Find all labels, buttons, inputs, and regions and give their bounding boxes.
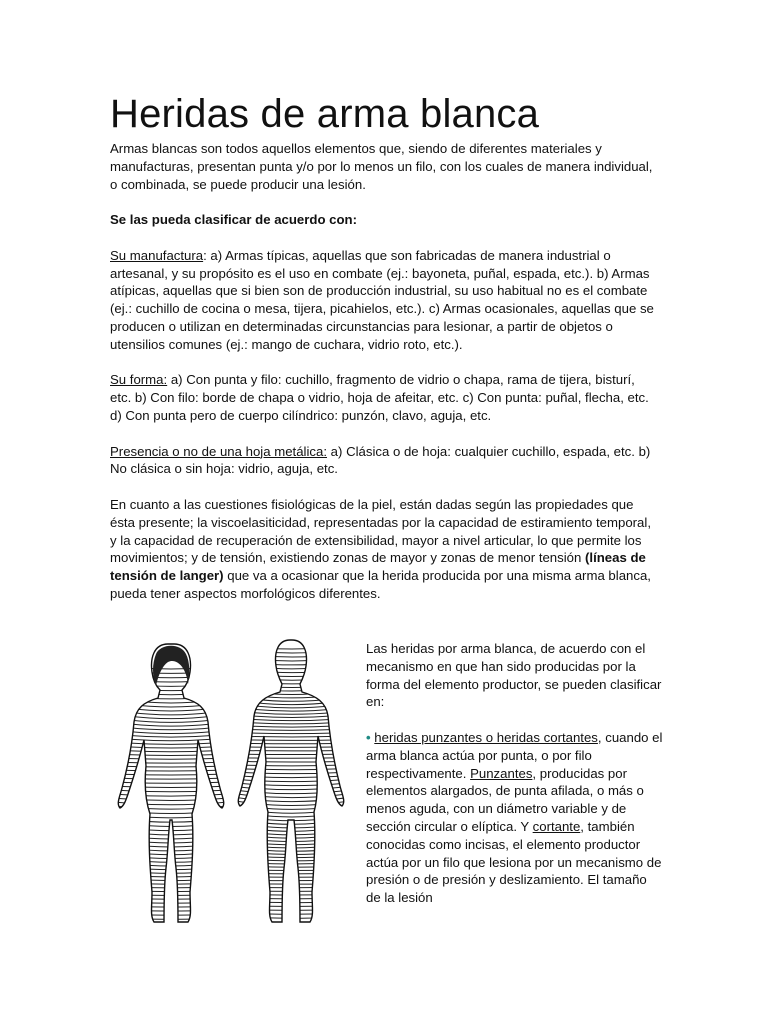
classify-heading: [110, 211, 658, 229]
langer-lines-figure: [106, 636, 356, 930]
bullet-icon: •: [366, 729, 371, 745]
forma-text: a) Con punta y filo: cuchillo, fragmento de vidrio o chapa, rama de tijera, bisturí, etc. b) Con filo: borde de chapa o vidrio, hoja de afeitar, etc. c) Con punta: puñal, flecha, etc. d) Con punta pero de cuerpo cilíndrico: punzón, clavo, aguja, etc.: [110, 372, 649, 423]
piel-paragraph: [110, 496, 658, 603]
contour-line: [234, 862, 350, 864]
contour-line: [234, 916, 350, 918]
contour-line: [234, 794, 350, 798]
contour-line: [114, 858, 228, 862]
front-hair: [153, 646, 189, 686]
contour-line: [114, 838, 228, 843]
contour-line: [114, 778, 228, 779]
contour-line: [234, 844, 350, 848]
contour-line: [234, 650, 350, 653]
contour-line: [234, 920, 350, 923]
cortante-term: cortante: [532, 818, 581, 834]
contour-line: [234, 909, 350, 911]
contour-line: [114, 774, 228, 775]
contour-line: [234, 855, 350, 858]
contour-line: [234, 826, 350, 831]
contour-line: [114, 878, 228, 881]
contour-line: [114, 874, 228, 877]
contour-line: [234, 722, 350, 724]
contour-line: [234, 718, 350, 721]
contour-line: [234, 686, 350, 691]
contour-line: [114, 866, 228, 870]
contour-line: [114, 898, 228, 899]
heridas-link: heridas punzantes o heridas cortantes: [374, 729, 598, 745]
contour-line: [234, 858, 350, 860]
contour-line: [114, 886, 228, 888]
contour-line: [234, 880, 350, 881]
side-text-1: , cuando el arma blanca actúa por punta, o por filo respectivamente.: [366, 729, 663, 781]
forma-label: Su forma:: [110, 372, 168, 388]
body-outlines-illustration: [106, 636, 356, 930]
langer-lines-bold: (líneas de tensión de langer): [110, 550, 646, 584]
contour-line: [234, 790, 350, 794]
contour-line: [114, 806, 228, 809]
contour-line: [234, 765, 350, 766]
piel-text-2: que va a ocasionar que la herida producida por una misma arma blanca, pueda tener aspectos morfológicos diferentes.: [110, 568, 651, 601]
contour-line: [114, 794, 228, 796]
contour-line: [114, 670, 228, 673]
contour-line: [234, 894, 350, 895]
contour-line: [114, 854, 228, 859]
contour-line: [234, 758, 350, 759]
manufactura-label: Su manufactura: [110, 247, 204, 263]
contour-line: [114, 814, 228, 818]
contour-line: [234, 729, 350, 731]
contour-line: [234, 876, 350, 877]
contour-line: [114, 846, 228, 851]
hoja-text: a) Clásica o de hoja: cualquier cuchillo, espada, etc. b) No clásica o sin hoja: vidrio, aguja, etc.: [110, 443, 651, 477]
contour-line: [234, 646, 350, 649]
contour-line: [234, 693, 350, 698]
contour-line: [234, 884, 350, 885]
contour-line: [234, 833, 350, 838]
intro-paragraph: Armas blancas son todos aquellos elementos que, siendo de diferentes materiales y manufacturas, presentan punta y/o por lo menos un filo, con los cuales de manera individual, o combinada, se puede producir una lesión.: [110, 141, 653, 192]
contour-line: [114, 834, 228, 839]
contour-line: [114, 798, 228, 800]
contour-line: [114, 894, 228, 895]
contour-line: [234, 891, 350, 892]
contour-line: [234, 682, 350, 687]
contour-line: [114, 766, 228, 767]
contour-line: [234, 869, 350, 870]
classify-heading-text: Se las pueda clasificar de acuerdo con:: [110, 212, 357, 228]
contour-line: [234, 671, 350, 676]
side-text-3: , también conocidas como incisas, el elemento productor actúa por un filo que lesiona por un mecanismo de presión o de presión y deslizamiento. El tamaño de la lesión: [366, 818, 662, 906]
contour-line: [114, 922, 228, 923]
manufactura-paragraph: [110, 247, 658, 354]
contour-line: [234, 768, 350, 769]
contour-line: [114, 682, 228, 686]
contour-line: [234, 812, 350, 817]
side-paragraph-2: [366, 729, 664, 907]
contour-line: [114, 730, 228, 733]
contour-line: [114, 810, 228, 814]
contour-line: [234, 696, 350, 701]
contour-line: [114, 762, 228, 763]
contour-line: [234, 905, 350, 906]
front-body-lines: [114, 666, 228, 928]
contour-line: [234, 848, 350, 852]
contour-line: [234, 898, 350, 899]
contour-line: [234, 866, 350, 868]
contour-line: [114, 678, 228, 682]
contour-line: [114, 914, 228, 915]
contour-line: [114, 870, 228, 873]
contour-line: [114, 666, 228, 669]
document-body: [110, 88, 658, 603]
contour-line: [114, 918, 228, 919]
contour-line: [234, 822, 350, 827]
contour-line: [114, 842, 228, 847]
contour-line: [114, 770, 228, 771]
contour-line: [114, 758, 228, 759]
contour-line: [114, 830, 228, 835]
hoja-paragraph: [110, 443, 658, 479]
contour-line: [234, 830, 350, 835]
contour-line: [114, 802, 228, 805]
forma-paragraph: [110, 371, 658, 424]
contour-line: [114, 850, 228, 855]
contour-line: [114, 882, 228, 884]
side-text-2: , producidas por elementos alargados, de punta afilada, o más o menos aguda, con un diámetro variable y de sección circular o elíptica. Y: [366, 765, 644, 834]
contour-line: [114, 906, 228, 907]
contour-line: [114, 890, 228, 892]
contour-line: [114, 910, 228, 911]
contour-line: [114, 674, 228, 678]
contour-line: [234, 902, 350, 903]
contour-line: [234, 840, 350, 844]
contour-line: [114, 734, 228, 737]
contour-line: [234, 653, 350, 657]
contour-line: [234, 732, 350, 733]
side-paragraph-1: Las heridas por arma blanca, de acuerdo con el mecanismo en que han sido producidas por la forma del elemento productor, se pueden clasificar en:: [366, 641, 662, 710]
contour-line: [114, 926, 228, 928]
contour-line: [234, 725, 350, 727]
contour-line: [114, 790, 228, 792]
contour-line: [114, 754, 228, 755]
back-body-outline: [238, 640, 343, 922]
contour-line: [114, 902, 228, 903]
contour-line: [234, 714, 350, 717]
contour-line: [234, 923, 350, 926]
contour-line: [234, 772, 350, 774]
contour-line: [234, 776, 350, 778]
contour-line: [114, 826, 228, 831]
contour-line: [234, 700, 350, 705]
hoja-label: Presencia o no de una hoja metálica:: [110, 443, 328, 459]
contour-line: [114, 862, 228, 866]
contour-line: [234, 873, 350, 874]
contour-line: [234, 912, 350, 914]
page-title: Heridas de arma blanca: [110, 92, 540, 136]
contour-line: [114, 822, 228, 826]
contour-line: [234, 887, 350, 888]
contour-line: [234, 678, 350, 683]
contour-line: [234, 837, 350, 842]
contour-line: [114, 738, 228, 741]
punzantes-term: Punzantes: [470, 765, 533, 781]
contour-line: [234, 808, 350, 813]
side-column: [366, 640, 664, 907]
contour-line: [234, 689, 350, 694]
manufactura-text: : a) Armas típicas, aquellas que son fabricadas de manera industrial o artesanal, y su propósito es el uso en combate (ej.: bayoneta, puñal, espada, etc.). b) Armas atípicas, aquellas que si bien son de producción industrial, su uso habitual no es el combate (ej.: cuchillo de cocina o mesa, tijera, picahielos, etc.). c) Armas ocasionales, aquellas que se producen o utilizan en determinadas circunstancias para lesionar, a partir de objetos o utensilios comunes (ej.: mango de cuchara, vidrio roto, etc.).: [110, 247, 654, 352]
contour-line: [234, 675, 350, 680]
contour-line: [234, 761, 350, 762]
piel-text-1: En cuanto a las cuestiones fisiológicas de la piel, están dadas según las propiedades que ésta presente; la viscoelasiticidad, representadas por la capacidad de estiramiento temporal, y la capacidad de recuperación de extensibilidad, mayor a nivel articular, lo que permite los movimientos; y de tensión, existiendo zonas de mayor y zonas de menor tensión: [110, 496, 651, 566]
contour-line: [234, 851, 350, 854]
